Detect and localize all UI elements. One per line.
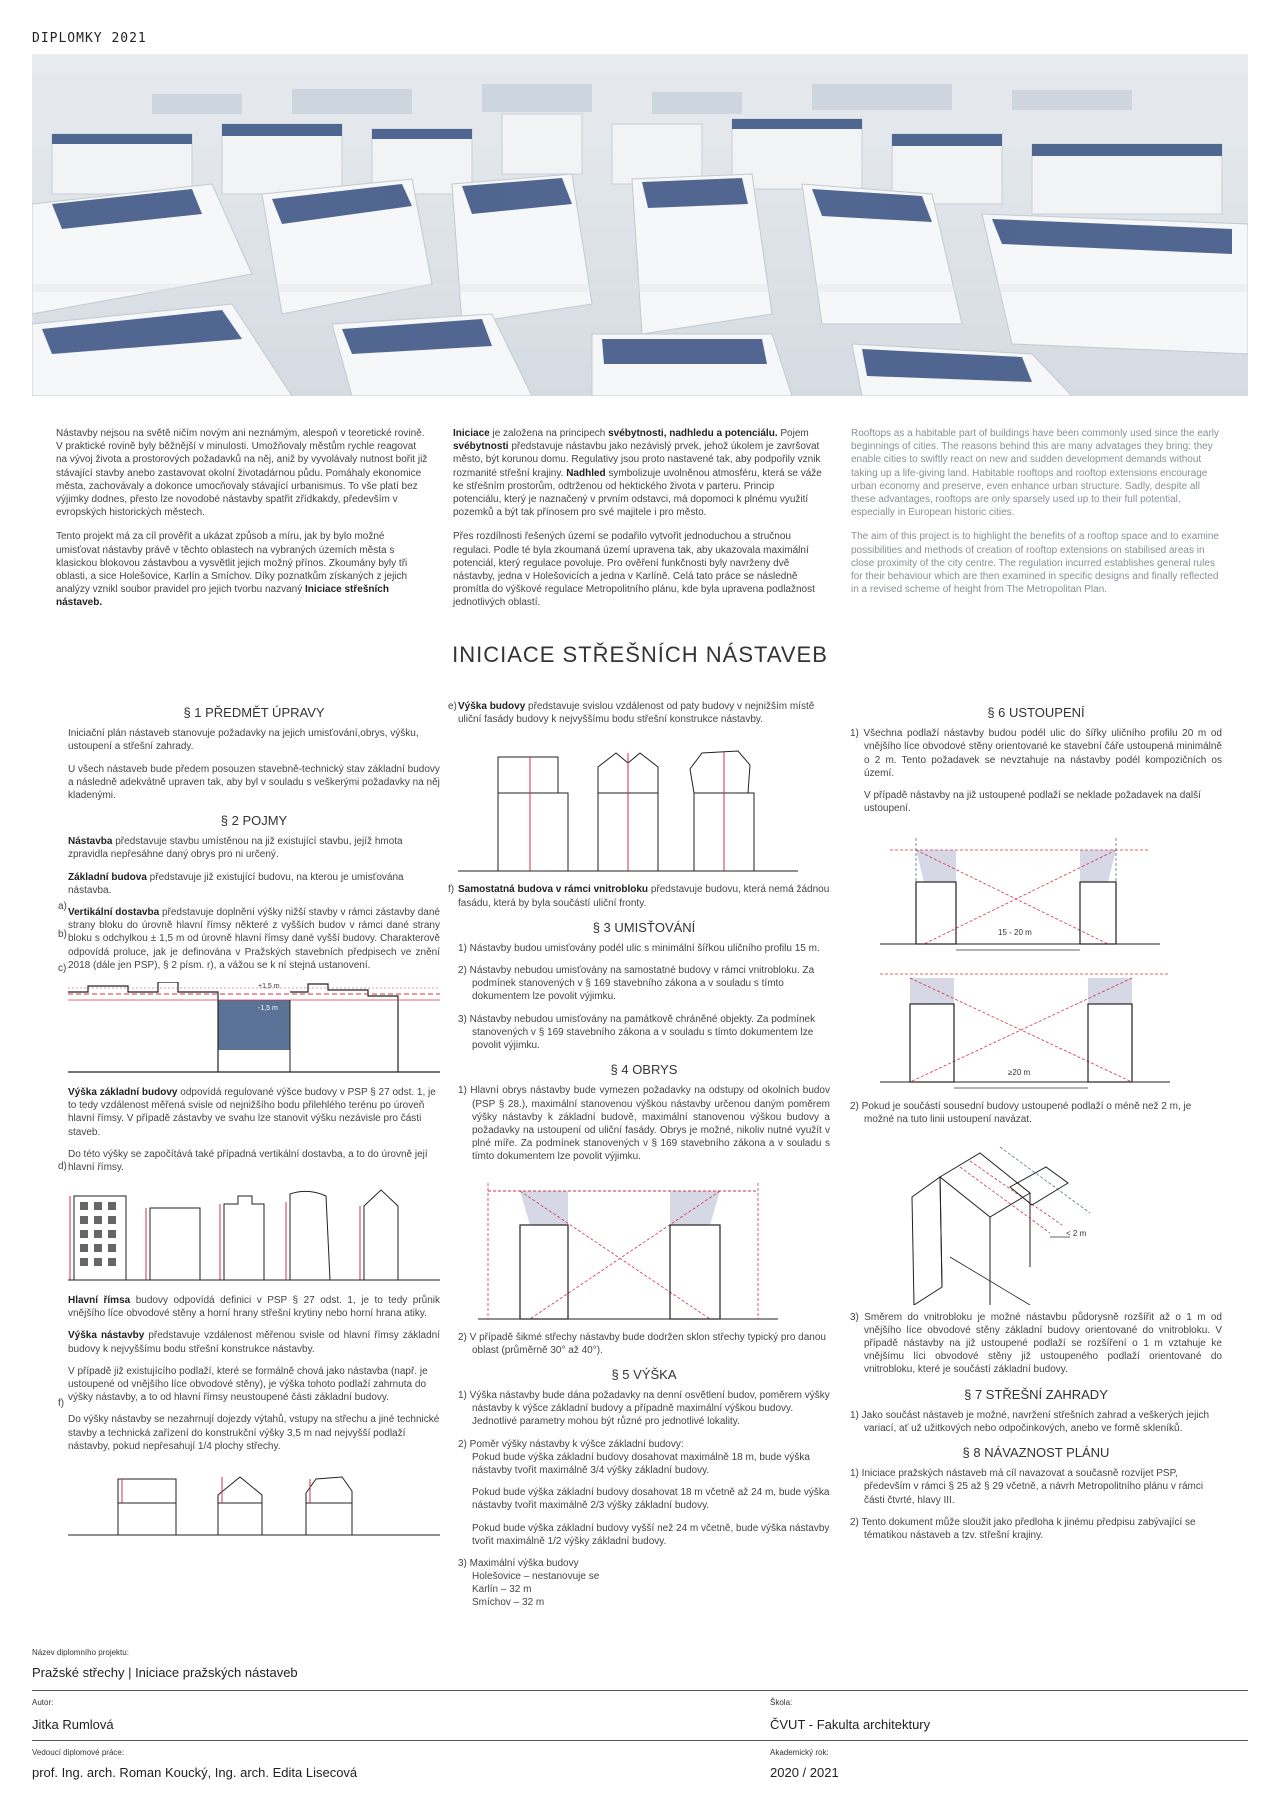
section-heading: § 2 POJMY	[220, 813, 288, 829]
section-text: U všech nástaveb bude předem posouzen stavebně-technický stav základní budovy a následně adekvátně upraven tak, aby byl v souladu s veškerými požadavky na něj kladenými.	[68, 763, 440, 801]
list-letter: f)	[58, 1397, 65, 1409]
section-heading: § 8 NÁVAZNOST PLÁNU	[962, 1445, 1110, 1461]
section-text: Iniciační plán nástaveb stanovuje požadavky na jejich umisťování,obrys, výšku, ustoupení a střešní zahrady.	[68, 728, 419, 753]
intro-paragraph: Tento projekt má za cíl prověřit a ukázat způsob a míru, jak by bylo možné umisťovat nástavby právě v těchto oblastech na vybraných územích města s klasickou blokovou zástavbou a vysvětlit jejich možný přínos. Zkoumány byly tři oblasti, a sice Holešovice, Karlín a Smíchov. Díky poznatkům získaných z jejich analýzy vznikl soubor pravidel pro jejich tvorbu nazvaný Iniciace střešních nástaveb.	[56, 531, 408, 609]
section-text: V případě již existujícího podlaží, které se formálně chová jako nástavba (např. je ustoupené od vnějšího líce obvodové stěny), je výška tohoto podlaží zahrnuta do výšky nástavby, a to od hlavní římsy neustoupené části základní budovy.	[68, 1365, 428, 1404]
list-letter: b)	[58, 929, 67, 940]
intro-paragraph: Nástavby nejsou na světě ničím novým ani neznámým, alespoň v teoretické rovině. V praktické rovině byly běžnější v minulosti. Umožňovaly městům rychle reagovat na vývoj života a prostorových požadavků na něj, aniž by vyvolávaly nutnost bořit již stávající stavby anebo zastavovat okolní životadárnou půdu. Pomáhaly ekonomice města, zachovávaly a dokonce umocňovaly stávající urbanismus. To vše platí bez výjimky dodnes, přesto lze novodobé nástavby spatřit zřídkakdy, především v evropských historických městech.	[56, 428, 428, 519]
intro-column-cz-1	[56, 427, 428, 620]
intro-paragraph-en: The aim of this project is to highlight the benefits of a rooftop space and to examine possibilities and methods of creation of rooftop extensions on stabilised areas in close proximity of the city centre. The regulation incurred establishes general rules for their behaviour which are then examined in specific designs and finally reflected in a revised scheme of height from The Metropolitan Plan.	[851, 531, 1219, 596]
outline-envelope-diagram	[458, 1173, 830, 1323]
intro-paragraph: Iniciace je založena na principech svébytnosti, nadhledu a potenciálu. Pojem svébytnosti představuje nástavbu jako nezávislý prvek, jehož úkolem je završovat město, být korunou domu. Regulativy jsou proto nastavené tak, aby podpořily vznik rozmanité střešní krajiny. Nadhled symbolizuje uvolněnou atmosféru, která se váže ke střešním prostorům, odtrženou od hektického života v parteru. Princip potenciálu, který je naznačený v prvním odstavci, má dopomoci k plnému využití pozemků a být tak přínosem pro své majitele i pro město.	[453, 428, 822, 519]
footer-year-label: Akademický rok:	[770, 1748, 829, 1757]
term-nastavba: Nástavba představuje stavbu umístěnou na již existující stavbu, jejíž hmota zpravidla nepřesáhne daný obrys pro ni určený.	[68, 836, 403, 861]
rule-subitem: V případě nástavby na již ustoupené podlaží se neklade požadavek na další ustoupení.	[864, 789, 1201, 815]
list-letter: d)	[58, 1160, 67, 1172]
axonometric-setback-diagram	[850, 1137, 1222, 1305]
term-vyska-zakladni-budovy: Výška základní budovy odpovídá regulované výšce budovy v PSP § 27 odst. 1, je to tedy vzdálenost měřená svisle od nejnižšího bodu přilehlého terénu po úroveň hlavní římsy. V případě zástavby ve svahu lze stanovit výšku nezávisle pro části staveb.	[68, 1086, 436, 1138]
building-height-diagram	[68, 1186, 440, 1286]
extension-height-diagram	[68, 1469, 440, 1539]
figure-label: +1,5 m	[258, 982, 280, 990]
term-samostatna-budova: Samostatná budova v rámci vnitrobloku představuje budovu, která nemá žádnou fasádu, která by byla součástí uliční fronty.	[458, 884, 830, 909]
rule-item: 2) Pokud je součástí sousední budovy ustoupené podlaží o méně než 2 m, je možné na tuto linii ustoupení navázat.	[850, 1101, 1192, 1126]
footer-author-label: Autor:	[32, 1698, 54, 1707]
rule-subitem: Smíchov – 32 m	[472, 1597, 545, 1609]
setback-diagram-narrow	[850, 824, 1222, 954]
rule-subitem: Pokud bude výška základní budovy vyšší než 24 m včetně, bude výška nástavby tvořit maximálně 1/2 výšky základní budovy.	[472, 1522, 830, 1547]
intro-column-cz-2	[453, 427, 825, 620]
rule-item: 1) Iniciace pražských nástaveb má cíl navazovat a současně rozvíjet PSP, především v rámci § 25 až § 29 včetně, a návrh Metropolitního plánu v rámci části čtvrté, hlavy III.	[850, 1468, 1204, 1506]
rule-item: 2) Poměr výšky nástavby k výšce základní budovy:	[458, 1438, 684, 1450]
intro-column-en	[851, 427, 1223, 607]
footer-project-value: Pražské střechy | Iniciace pražských nástaveb	[32, 1665, 298, 1680]
list-letter: f)	[448, 884, 455, 896]
footer-divider	[32, 1740, 1248, 1741]
rule-subitem: Karlín – 32 m	[472, 1584, 532, 1596]
section-heading: § 6 USTOUPENÍ	[987, 705, 1085, 720]
rule-item: 2) Nástavby nebudou umisťovány na samostatné budovy v rámci vnitrobloku. Za podmínek stanovených v § 169 stavebního zákona a v souladu s tímto dokumentem lze povolit výjimku.	[458, 965, 815, 1003]
rule-subitem: Holešovice – nestanovuje se	[472, 1571, 600, 1583]
rule-subitem: Pokud bude výška základní budovy dosahovat maximálně 18 m, bude výška nástavby tvořit maximálně 3/4 výšky základní budovy.	[472, 1451, 810, 1476]
footer-project-label: Název diplomního projektu:	[32, 1648, 129, 1657]
term-zakladni-budova: Základní budova představuje již existující budovu, na kterou je umisťována nástavba.	[68, 871, 404, 896]
term-hlavni-rimsa: Hlavní římsa budovy odpovídá definici v PSP § 27 odst. 1, je to tedy průnik vnějšího líce obvodové stěny a horní hrany střešní krytiny nebo horní hrana atiky.	[68, 1295, 440, 1320]
vertical-addition-diagram	[68, 982, 440, 1078]
rule-item: 3) Směrem do vnitrobloku je možné nástavbu půdorysně rozšířit až o 1 m od vnějšího líce obvodové stěny základní budovy orientované do vnitrobloku. V případě nástavby na již ustoupené podlaží se rozšíření o 1 m vztahuje ke vnějšímu líci obvodové stěny již ustoupeného podlaží orientované do vnitrobloku, které je součástí základní budovy.	[850, 1311, 1222, 1376]
section-text: Do výšky nástavby se nezahrnují dojezdy výtahů, vstupy na střechu a jiné technické stavby a technická zařízení do konstrukční výšky 3,5 m nad nejvyšší podlaží nástavby, pokud nepřesahují 1/4 plochy střechy.	[68, 1414, 440, 1452]
rule-item: 2) V případě šikmé střechy nástavby bude dodržen sklon střechy typický pro danou oblast (průměrně 30° až 40°).	[458, 1331, 826, 1356]
intro-paragraph-en: Rooftops as a habitable part of buildings have been commonly used since the early beginnings of cities. The reasons behind this are many advatages they bring: they enable cities to swiftly react on new and sudden development demands without taking up a life-giving land. Habitable rooftops and rooftop extensions encourage urban economy and preserve, even enhance urban structure. Sadly, despite all these advantages, rooftops are only sparsely used up to their full potential, especially in European historic cities.	[851, 428, 1220, 519]
footer-author-value: Jitka Rumlová	[32, 1717, 114, 1732]
rule-item: 3) Nástavby nebudou umisťovány na památkově chráněné objekty. Za podmínek stanovených v § 169 stavebního zákona a v souladu s tímto dokumentem lze povolit výjimku.	[458, 1013, 816, 1052]
list-letter: c)	[58, 963, 67, 974]
rules-column-1	[58, 700, 440, 1539]
term-vertikalni-dostavba: Vertikální dostavba představuje doplnění výšky nižší stavby v rámci zástavby dané strany bloku do úrovně hlavní římsy některé z vyšších budov v rámci dané strany bloku s odchylkou ± 1,5 m od úrovně hlavní římsy dané vyšší budovy. Charakterově odpovídá proluce, jak je definována v Pražských stavebních předpisech ve znění 2018 (dále jen PSP), § 2 písm. r), a vážou se k ní stejná ustanovení.	[68, 907, 440, 971]
section-text: Do této výšky se započítává také případná vertikální dostavba, a to do úrovně její hlavní římsy.	[68, 1148, 428, 1173]
rule-item: 2) Tento dokument může sloužit jako předloha k jinému předpisu zabývající se tématikou nástaveb a tzv. střešní krajiny.	[850, 1516, 1196, 1542]
rule-item: 3) Maximální výška budovy	[458, 1557, 579, 1569]
footer-supervisor-value: prof. Ing. arch. Roman Koucký, Ing. arch. Edita Lisecová	[32, 1765, 358, 1780]
figure-label: 15 - 20 m	[998, 928, 1032, 938]
figure-label: < 2 m	[1066, 1228, 1087, 1238]
rule-subitem: Pokud bude výška základní budovy dosahovat 18 m včetně až 24 m, bude výška nástavby tvořit maximálně 2/3 výšky základní budovy.	[472, 1487, 830, 1512]
setback-diagram-wide	[850, 964, 1222, 1094]
rules-column-2	[448, 700, 830, 1619]
section-heading: § 3 UMISŤOVÁNÍ	[592, 919, 696, 935]
rule-item: 1) Hlavní obrys nástavby bude vymezen požadavky na odstupy od okolních budov (PSP § 28.), maximální stanovenou výškou nástavby určenou daným poměrem výšky nástavby k základní budově, maximální stanovenou výškou budovy a požadavky na ustoupení od uliční fasády. Obrys je možné, nikoliv nutné využít v plné míře. Za podmínek stanovených v § 169 stavebního zákona a v souladu s tímto dokumentem lze povolit výjimku.	[458, 1085, 830, 1163]
section-heading: § 4 OBRYS	[610, 1062, 678, 1078]
page-title: INICIACE STŘEŠNÍCH NÁSTAVEB	[452, 642, 828, 667]
building-total-height-diagram	[458, 735, 830, 875]
rule-item: 1) Výška nástavby bude dána požadavky na denní osvětlení budov, poměrem výšky nástavby k výšce základní budovy a případně maximální výškou budovy. Jednotlivé parametry mohou být různé pro jednotlivé lokality.	[458, 1390, 830, 1428]
hero-cityscape-image	[32, 54, 1248, 396]
header-tag: DIPLOMKY 2021	[32, 31, 147, 46]
figure-label: ≥20 m	[1008, 1068, 1031, 1078]
footer-year-value: 2020 / 2021	[770, 1765, 839, 1780]
rule-item: 1) Nástavby budou umisťovány podél ulic s minimální šířkou uličního profilu 15 m.	[458, 942, 820, 954]
footer-divider	[32, 1690, 1248, 1691]
footer-supervisor-label: Vedoucí diplomové práce:	[32, 1748, 125, 1757]
rule-item: 1) Jako součást nástaveb je možné, navržení střešních zahrad a veškerých jejich variací, ať už užitkových nebo odpočinkových, anebo ve formě skleníků.	[850, 1409, 1210, 1434]
figure-label: -1,5 m	[258, 1004, 278, 1012]
rule-item: 1) Všechna podlaží nástavby budou podél ulic do šířky uličního profilu 20 m od vnějšího líce obvodové stěny orientované ke stavební čáře ustoupená minimálně o 2 m. Tento požadavek se nevztahuje na nástavby podél kompozičních os území.	[850, 728, 1222, 779]
section-heading: § 5 VÝŠKA	[611, 1366, 677, 1382]
footer-school-label: Škola:	[770, 1698, 793, 1707]
term-vyska-budovy: Výška budovy představuje svislou vzdálenost od paty budovy v nejnižším místě uliční fasády budovy k nejvyššímu bodu střešní konstrukce nástavby.	[458, 701, 815, 726]
section-heading: § 1 PŘEDMĚT ÚPRAVY	[183, 705, 325, 720]
rules-column-3	[850, 700, 1222, 1551]
list-letter: e)	[448, 701, 457, 712]
section-heading: § 7 STŘEŠNÍ ZAHRADY	[964, 1386, 1108, 1402]
intro-paragraph: Přes rozdílnosti řešených území se podařilo vytvořit jednoduchou a stručnou regulaci. Podle té byla zkoumaná území upravena tak, aby ukazovala maximální potenciál, který regulace povoluje. Pro ověření funkčnosti byly navrženy dvě nástavby, jedna v Holešovicích a jedna v Karlíně. Celá tato práce se následně promítla do výškové regulace Metropolitního plánu, kde byla upravena podlažnost jednotlivých oblastí.	[453, 531, 815, 609]
list-letter: a)	[58, 901, 67, 912]
footer-school-value: ČVUT - Fakulta architektury	[770, 1717, 931, 1732]
term-vyska-nastavby: Výška nástavby představuje vzdálenost měřenou svisle od hlavní římsy základní budovy k nejvyššímu bodu střešní konstrukce nástavby.	[68, 1330, 440, 1355]
